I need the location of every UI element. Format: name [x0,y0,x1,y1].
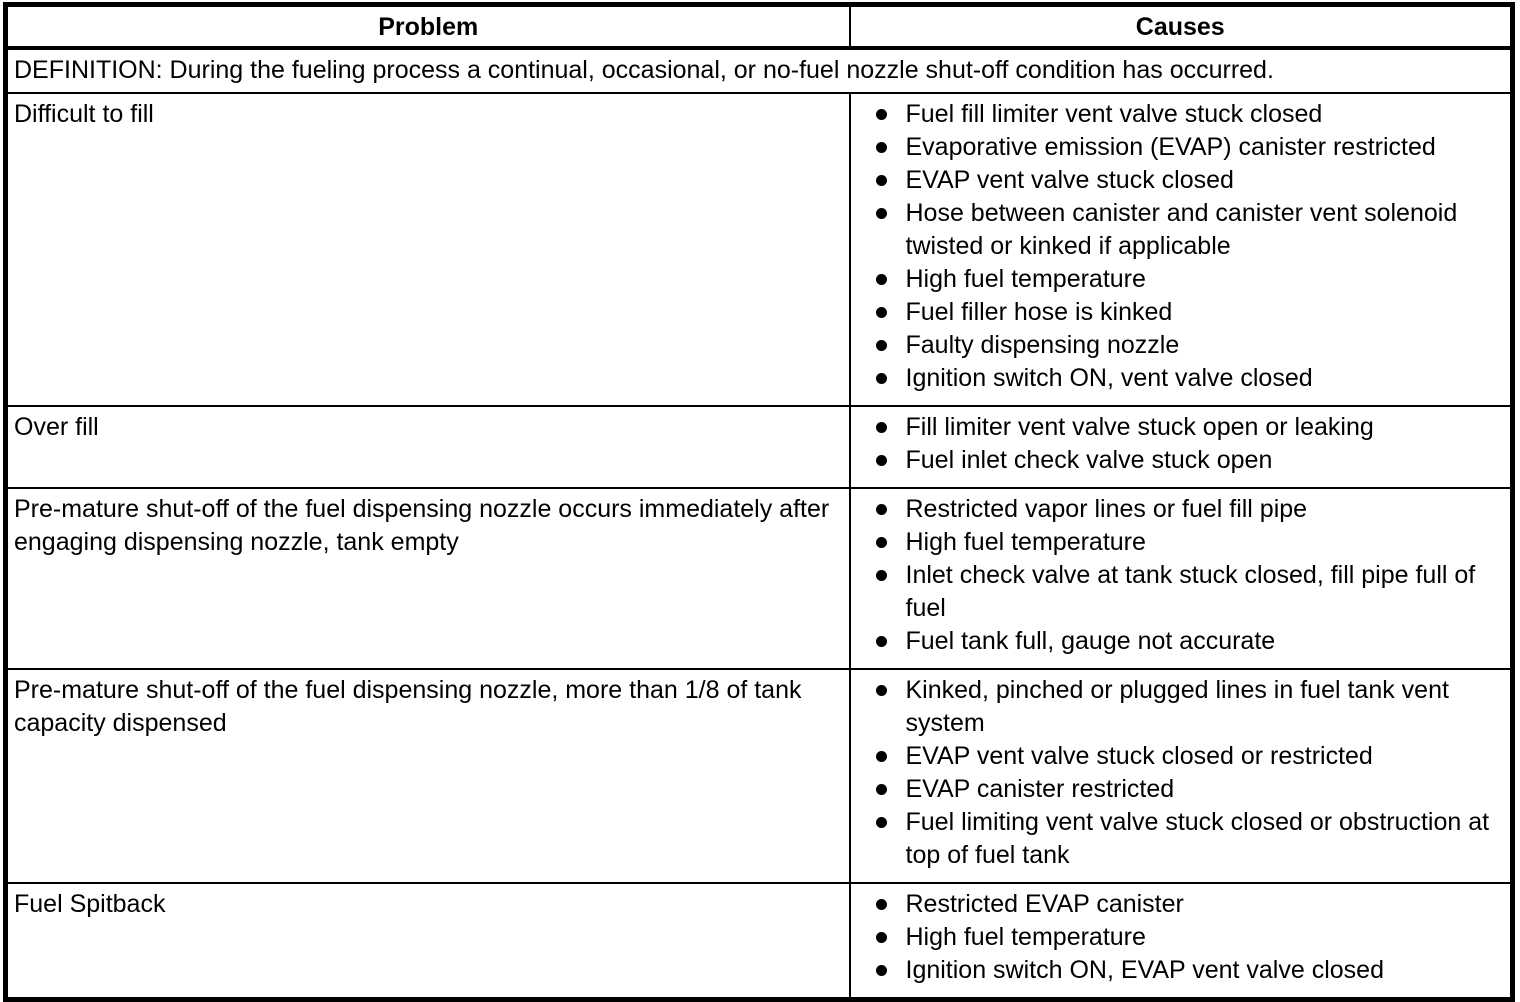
cause-text: Inlet check valve at tank stuck closed, fill pipe full of fuel [905,561,1476,622]
bullet-icon [876,537,887,548]
cause-item [851,131,1501,164]
bullet-icon [876,965,887,976]
cause-item [851,263,1501,296]
bullet-icon [876,274,887,285]
problem-cell: Pre-mature shut-off of the fuel dispensing nozzle occurs immediately after engaging dispensing nozzle, tank empty [6,488,850,669]
cause-text: Restricted vapor lines or fuel fill pipe [905,495,1308,523]
cause-item [851,164,1501,197]
bullet-icon [876,504,887,515]
cause-text: Fuel tank full, gauge not accurate [905,627,1276,655]
bullet-icon [876,685,887,696]
cause-item [851,329,1501,362]
problem-row [6,669,1513,883]
cause-item [851,444,1501,477]
definition-text: DEFINITION: During the fueling process a continual, occasional, or no-fuel nozzle shut-off condition has occurred. [6,48,1513,93]
problem-cell: Difficult to fill [6,93,850,406]
bullet-icon [876,751,887,762]
cause-item [851,806,1501,872]
cause-item [851,362,1501,395]
cause-item [851,411,1501,444]
cause-item [851,740,1501,773]
causes-cell [850,669,1513,883]
causes-cell [850,406,1513,488]
problem-cell: Over fill [6,406,850,488]
cause-text: EVAP canister restricted [905,775,1175,803]
bullet-icon [876,340,887,351]
header-row [6,5,1513,49]
cause-item [851,888,1501,921]
cause-item [851,98,1501,131]
cause-item [851,954,1501,987]
bullet-icon [876,784,887,795]
bullet-icon [876,109,887,120]
bullet-icon [876,455,887,466]
causes-cell [850,488,1513,669]
bullet-icon [876,175,887,186]
cause-text: EVAP vent valve stuck closed [905,166,1234,194]
bullet-icon [876,570,887,581]
causes-list [851,98,1501,395]
cause-item [851,559,1501,625]
cause-text: Ignition switch ON, vent valve closed [905,364,1313,392]
cause-text: EVAP vent valve stuck closed or restricted [905,742,1373,770]
cause-item [851,526,1501,559]
cause-text: Fill limiter vent valve stuck open or leaking [905,413,1374,441]
bullet-icon [876,208,887,219]
cause-text: High fuel temperature [905,923,1146,951]
bullet-icon [876,899,887,910]
cause-text: Fuel limiting vent valve stuck closed or obstruction at top of fuel tank [905,808,1490,869]
cause-text: Fuel filler hose is kinked [905,298,1173,326]
cause-item [851,493,1501,526]
cause-text: High fuel temperature [905,265,1146,293]
problem-row [6,93,1513,406]
cause-text: Restricted EVAP canister [905,890,1184,918]
causes-list [851,674,1501,872]
definition-row [6,48,1513,93]
bullet-icon [876,817,887,828]
cause-text: Fuel fill limiter vent valve stuck closed [905,100,1323,128]
cause-text: High fuel temperature [905,528,1146,556]
cause-item [851,773,1501,806]
bullet-icon [876,142,887,153]
bullet-icon [876,932,887,943]
cause-text: Hose between canister and canister vent solenoid twisted or kinked if applicable [905,199,1458,260]
cause-text: Faulty dispensing nozzle [905,331,1180,359]
cause-text: Kinked, pinched or plugged lines in fuel tank vent system [905,676,1449,737]
troubleshooting-manual-page [0,2,1520,984]
cause-text: Fuel inlet check valve stuck open [905,446,1273,474]
cause-item [851,674,1501,740]
bullet-icon [876,373,887,384]
problem-row [6,406,1513,488]
fueling-troubleshooting-table [3,2,1515,1002]
cause-item [851,625,1501,658]
causes-column-header: Causes [850,5,1513,49]
problem-row [6,883,1513,1000]
bullet-icon [876,636,887,647]
bullet-icon [876,422,887,433]
cause-item [851,197,1501,263]
cause-item [851,921,1501,954]
problem-column-header: Problem [6,5,850,49]
causes-list [851,411,1501,477]
bullet-icon [876,307,887,318]
cause-text: Ignition switch ON, EVAP vent valve closed [905,956,1384,984]
causes-cell [850,883,1513,1000]
cause-item [851,296,1501,329]
problem-row [6,488,1513,669]
problem-cell: Pre-mature shut-off of the fuel dispensing nozzle, more than 1/8 of tank capacity dispensed [6,669,850,883]
causes-cell [850,93,1513,406]
cause-text: Evaporative emission (EVAP) canister restricted [905,133,1436,161]
problem-cell: Fuel Spitback [6,883,850,1000]
causes-list [851,888,1501,987]
causes-list [851,493,1501,658]
